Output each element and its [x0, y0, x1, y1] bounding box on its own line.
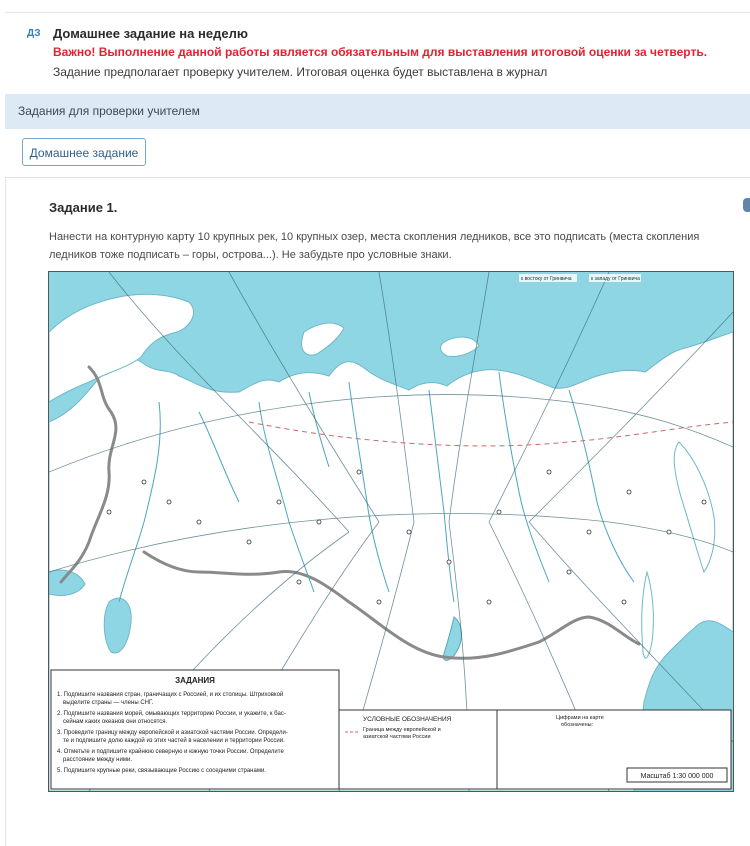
map-digits-heading: Цифрами на карте [556, 715, 604, 721]
map-label-west: к западу от Гринвича [591, 276, 640, 282]
section-header [5, 94, 750, 129]
side-panel-handle[interactable] [743, 198, 750, 212]
map-tasks-heading: ЗАДАНИЯ [175, 676, 215, 685]
map-task-line: 1. Подпишите названия стран, граничащих с Россией, и их столицы. Штриховкой [57, 692, 284, 698]
map-legend-item: Граница между европейской и [363, 727, 441, 733]
tab-homework[interactable] [22, 138, 146, 166]
homework-note: Задание предполагает проверку учителем. Итоговая оценка будет выставлена в журнал [53, 65, 548, 79]
map-task-line: сейнам каких океанов они относятся. [63, 719, 168, 725]
map-task-line: 3. Проведите границу между европейской и азиатской частями России. Определи- [57, 730, 288, 736]
map-task-line: выделите страны — члены СНГ. [63, 700, 154, 706]
map-scale: Масштаб 1:30 000 000 [640, 773, 714, 780]
map-task-line: 4. Отметьте и подпишите крайнюю северную и южную точки России. Определите [57, 749, 284, 755]
task-title: Задание 1. [49, 200, 118, 215]
section-title: Задания для проверки учителем [18, 104, 200, 118]
map-legend-item: азиатской частями России [363, 734, 431, 740]
tab-homework-label: Домашнее задание [29, 146, 139, 160]
map-legend-heading: УСЛОВНЫЕ ОБОЗНАЧЕНИЯ [363, 716, 452, 723]
task-text: Нанести на контурную карту 10 крупных рек, 10 крупных озер, места скопления ледников, все это подписать (места скопления ледников тоже подписать – горы, острова...). Не забудьте про условные знаки. [49, 231, 700, 261]
map-label-east: к востоку от Гринвича [521, 276, 572, 282]
homework-badge: ДЗ [27, 28, 41, 39]
map-task-line: расстояние между ними. [63, 757, 132, 763]
map-task-line: те и подпишите долю каждой из этих частей в населении и территории России. [63, 738, 285, 744]
homework-title: Домашнее задание на неделю [53, 26, 248, 41]
homework-warning: Важно! Выполнение данной работы является обязательным для выставления итоговой оценки за четверть. [53, 45, 708, 59]
contour-map-image [48, 271, 734, 792]
map-task-line: 5. Подпишите крупные реки, связывающие Россию с соседними странами. [57, 768, 266, 774]
map-digits-heading: обозначены: [561, 722, 594, 728]
homework-header [5, 12, 750, 91]
contour-map-drawing [49, 272, 733, 791]
map-task-line: 2. Подпишите названия морей, омывающих территорию России, и укажите, к бас- [57, 711, 286, 717]
